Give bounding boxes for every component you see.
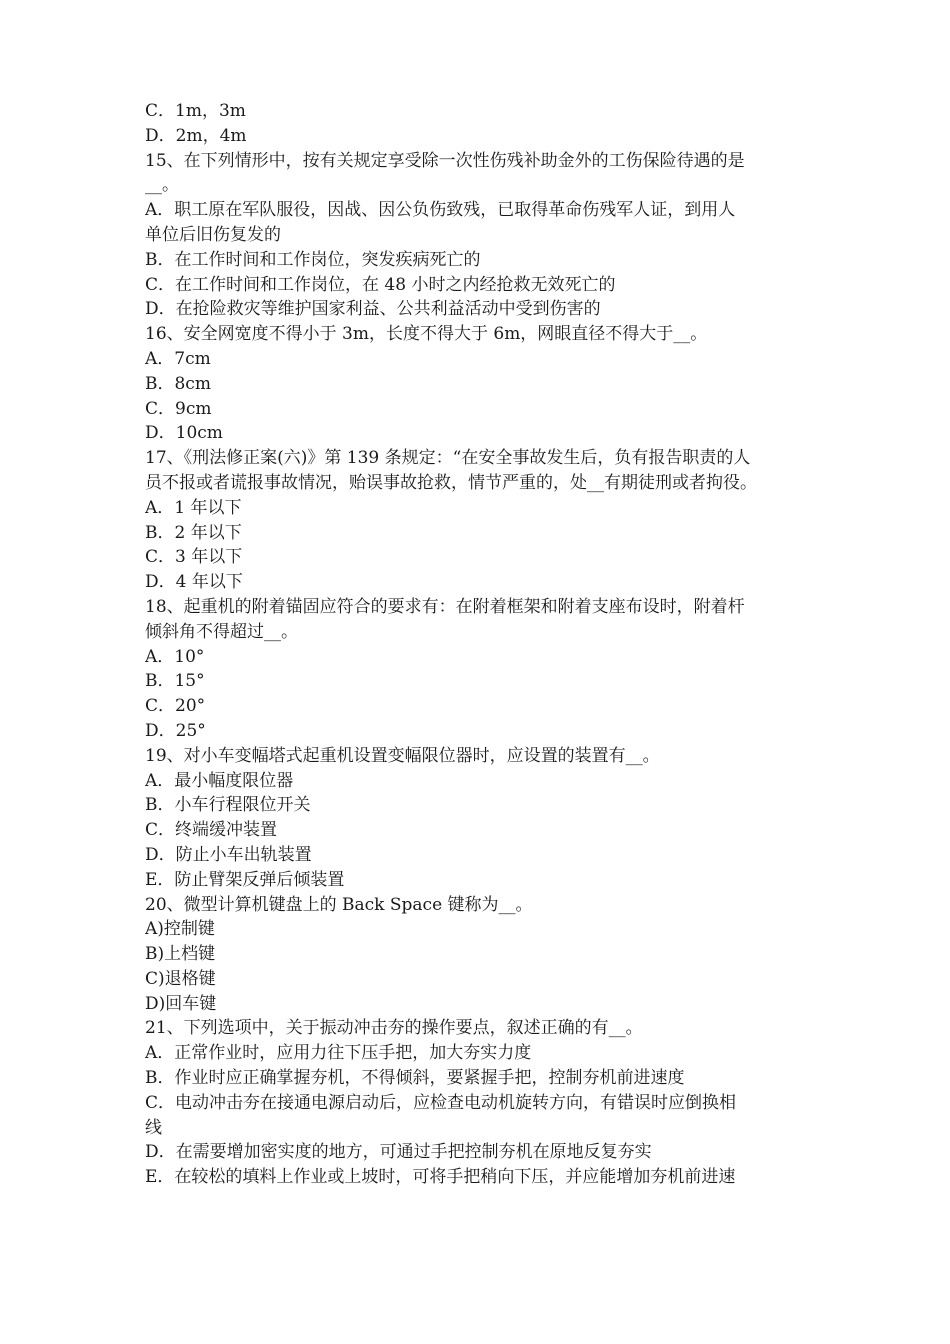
text-line: D．25°	[145, 720, 206, 741]
text-line: C．在工作时间和工作岗位，在 48 小时之内经抢救无效死亡的	[145, 274, 616, 295]
text-line: 20、微型计算机键盘上的 Back Space 键称为__。	[145, 894, 533, 915]
text-line: D．在需要增加密实度的地方，可通过手把控制夯机在原地反复夯实	[145, 1142, 652, 1163]
text-line: 17、《刑法修正案(六)》第 139 条规定：“在安全事故发生后，负有报告职责的人	[145, 448, 751, 469]
text-line: 21、下列选项中，关于振动冲击夯的操作要点，叙述正确的有__。	[145, 1018, 643, 1039]
text-line: 倾斜角不得超过__。	[145, 621, 298, 642]
text-line: A．1 年以下	[145, 497, 242, 518]
text-line: C．9cm	[145, 398, 212, 419]
text-line: 18、起重机的附着锚固应符合的要求有：在附着框架和附着支座布设时，附着杆	[145, 596, 745, 617]
text-line: D．4 年以下	[145, 572, 243, 593]
text-line: 线	[145, 1117, 162, 1138]
text-line: __。	[145, 175, 179, 196]
text-line: B．作业时应正确掌握夯机，不得倾斜，要紧握手把，控制夯机前进速度	[145, 1068, 685, 1089]
text-line: C．电动冲击夯在接通电源启动后，应检查电动机旋转方向，有错误时应倒换相	[145, 1092, 737, 1113]
text-line: B)上档键	[145, 944, 216, 965]
text-line: E．防止臂架反弹后倾装置	[145, 869, 345, 890]
text-line: D．防止小车出轨装置	[145, 844, 312, 865]
text-line: A．职工原在军队服役，因战、因公负伤致残，已取得革命伤残军人证，到用人	[145, 200, 736, 221]
text-line: C．1m，3m	[145, 101, 246, 121]
document-body	[145, 99, 815, 1190]
text-line: 15、在下列情形中，按有关规定享受除一次性伤残补助金外的工伤保险待遇的是	[145, 150, 745, 171]
text-line: 16、安全网宽度不得小于 3m，长度不得大于 6m，网眼直径不得大于__。	[145, 324, 708, 345]
text-line: A．最小幅度限位器	[145, 770, 294, 791]
text-line: 单位后旧伤复发的	[145, 224, 281, 245]
text-line: B．2 年以下	[145, 522, 242, 543]
text-line: C．终端缓冲装置	[145, 820, 278, 841]
text-line: 员不报或者谎报事故情况，贻误事故抢救，情节严重的，处__有期徒刑或者拘役。	[145, 472, 757, 493]
text-line: A)控制键	[145, 919, 215, 940]
text-line: B．8cm	[145, 373, 211, 394]
text-line: A．正常作业时，应用力往下压手把，加大夯实力度	[145, 1043, 532, 1064]
text-line: B．在工作时间和工作岗位，突发疾病死亡的	[145, 249, 481, 270]
text-line: D．10cm	[145, 423, 223, 444]
text-line: A．10°	[145, 646, 205, 667]
text-line: C．3 年以下	[145, 547, 243, 568]
text-line: A．7cm	[145, 348, 211, 369]
text-line: 19、对小车变幅塔式起重机设置变幅限位器时，应设置的装置有__。	[145, 745, 660, 766]
text-line: C)退格键	[145, 968, 216, 989]
text-line: D)回车键	[145, 993, 217, 1014]
text-line: D．2m，4m	[145, 125, 247, 146]
text-line: C．20°	[145, 696, 206, 717]
text-line: B．小车行程限位开关	[145, 795, 311, 816]
text-line: B．15°	[145, 671, 205, 692]
text-line: E．在较松的填料上作业或上坡时，可将手把稍向下压，并应能增加夯机前进速	[145, 1167, 736, 1188]
text-line: D．在抢险救灾等维护国家利益、公共利益活动中受到伤害的	[145, 299, 601, 320]
